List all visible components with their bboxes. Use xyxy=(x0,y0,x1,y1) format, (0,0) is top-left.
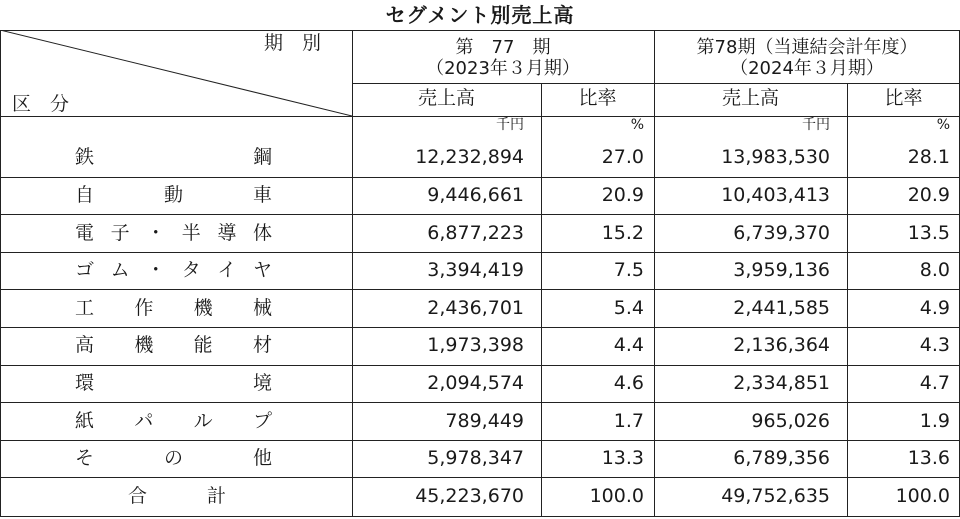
period-77-subtitle: （2023年３月期） xyxy=(426,58,580,79)
segment-name-char: ヤ xyxy=(252,259,272,282)
segment-name-char: 導 xyxy=(217,221,237,244)
ratio-77-value: 4.4 xyxy=(613,334,644,357)
ratio-77-value: 27.0 xyxy=(601,146,644,169)
sales-78-value: 2,441,585 xyxy=(733,296,830,319)
segment-name-char: 自 xyxy=(75,183,95,206)
segment-name-char: 機 xyxy=(193,296,213,319)
period-77-title: 第 77 期 xyxy=(455,37,551,58)
unit-ratio-78: % xyxy=(936,117,950,133)
segment-name xyxy=(75,221,272,244)
segment-name-char: プ xyxy=(252,409,272,432)
sales-77-value: 6,877,223 xyxy=(427,221,524,244)
ratio-78-value: 28.1 xyxy=(907,146,950,169)
row-divider xyxy=(352,83,960,84)
ratio-header-77: 比率 xyxy=(578,87,617,109)
segment-name-char: 機 xyxy=(134,334,154,357)
segment-name-char: 半 xyxy=(181,221,201,244)
column-divider xyxy=(654,30,655,516)
sales-78-value: 49,752,635 xyxy=(721,484,830,507)
ratio-77-value: 5.4 xyxy=(613,296,644,319)
ratio-78-value: 4.9 xyxy=(919,296,950,319)
unit-sales-78: 千円 xyxy=(802,117,830,133)
ratio-78-value: 4.3 xyxy=(919,334,950,357)
sales-77-value: 9,446,661 xyxy=(427,183,524,206)
segment-name-char: タ xyxy=(181,259,201,282)
ratio-78-value: 1.9 xyxy=(919,409,950,432)
segment-name-char: ル xyxy=(193,409,213,432)
category-header-label: 区 分 xyxy=(12,93,70,115)
ratio-77-value: 13.3 xyxy=(601,447,644,470)
row-divider xyxy=(0,30,960,31)
ratio-78-value: 20.9 xyxy=(907,183,950,206)
segment-name xyxy=(75,261,272,280)
segment-name xyxy=(75,371,272,394)
row-divider xyxy=(0,477,960,478)
sales-78-value: 6,739,370 xyxy=(733,221,830,244)
period-77-header xyxy=(352,37,654,79)
segment-name-char: 体 xyxy=(252,221,272,244)
segment-name-char: イ xyxy=(217,259,237,282)
ratio-77-value: 4.6 xyxy=(613,371,644,394)
segment-name-char: 材 xyxy=(252,334,272,357)
sales-78-value: 2,136,364 xyxy=(733,334,830,357)
segment-name xyxy=(75,148,272,167)
segment-name-char: 紙 xyxy=(75,409,95,432)
ratio-77-value: 100.0 xyxy=(589,484,644,507)
segment-name xyxy=(75,296,272,319)
column-divider xyxy=(541,83,542,516)
sales-header-78: 売上高 xyxy=(721,87,779,109)
segment-name xyxy=(75,336,272,355)
unit-ratio-77: % xyxy=(630,117,644,133)
column-divider xyxy=(847,83,848,516)
period-header-label: 期 別 xyxy=(264,32,322,54)
row-divider xyxy=(0,252,960,253)
row-divider xyxy=(0,116,960,117)
ratio-77-value: 20.9 xyxy=(601,183,644,206)
segment-name-char: ・ xyxy=(146,221,166,244)
unit-sales-77: 千円 xyxy=(496,117,524,133)
segment-name-char: 電 xyxy=(75,221,95,244)
column-divider xyxy=(352,30,353,516)
sales-header-77: 売上高 xyxy=(417,87,475,109)
segment-name-char: 計 xyxy=(206,484,226,507)
total-label xyxy=(128,484,226,507)
row-divider xyxy=(0,365,960,366)
row-divider xyxy=(0,214,960,215)
sales-77-value: 5,978,347 xyxy=(427,447,524,470)
ratio-header-78: 比率 xyxy=(884,87,923,109)
segment-name-char: ム xyxy=(110,259,130,282)
segment-name xyxy=(75,183,272,206)
row-divider xyxy=(0,177,960,178)
period-78-subtitle: （2024年３月期） xyxy=(730,58,884,79)
segment-name-char: 子 xyxy=(110,221,130,244)
period-78-title: 第78期（当連結会計年度） xyxy=(696,37,918,58)
sales-77-value: 2,094,574 xyxy=(427,371,524,394)
segment-name-char: 環 xyxy=(75,371,95,394)
ratio-78-value: 13.5 xyxy=(907,221,950,244)
sales-77-value: 2,436,701 xyxy=(427,296,524,319)
segment-name-char: の xyxy=(163,447,183,470)
segment-name-char: 車 xyxy=(252,183,272,206)
sales-77-value: 789,449 xyxy=(445,409,524,432)
segment-name-char: 高 xyxy=(75,334,95,357)
segment-name-char: そ xyxy=(75,447,95,470)
segment-name-char: 械 xyxy=(252,296,272,319)
row-divider xyxy=(0,516,960,517)
segment-name-char: ゴ xyxy=(75,259,95,282)
ratio-78-value: 13.6 xyxy=(907,447,950,470)
sales-77-value: 3,394,419 xyxy=(427,259,524,282)
period-78-header xyxy=(654,37,960,79)
segment-sales-table xyxy=(0,30,960,517)
row-divider xyxy=(0,289,960,290)
segment-name-char: 動 xyxy=(163,183,183,206)
segment-name-char: 鉄 xyxy=(75,146,95,169)
sales-78-value: 965,026 xyxy=(751,409,830,432)
column-divider xyxy=(0,30,1,517)
segment-name-char: ・ xyxy=(146,259,166,282)
sales-77-value: 1,973,398 xyxy=(427,334,524,357)
row-divider xyxy=(0,402,960,403)
segment-name-char: 鋼 xyxy=(252,146,272,169)
segment-name-char: 合 xyxy=(128,484,148,507)
sales-77-value: 12,232,894 xyxy=(415,146,524,169)
row-divider xyxy=(0,440,960,441)
segment-name-char: パ xyxy=(134,409,154,432)
sales-78-value: 2,334,851 xyxy=(733,371,830,394)
sales-78-value: 10,403,413 xyxy=(721,183,830,206)
ratio-77-value: 1.7 xyxy=(613,409,644,432)
segment-name-char: 作 xyxy=(134,296,154,319)
sales-78-value: 3,959,136 xyxy=(733,259,830,282)
segment-name xyxy=(75,449,272,468)
ratio-78-value: 8.0 xyxy=(919,259,950,282)
sales-78-value: 6,789,356 xyxy=(733,447,830,470)
ratio-78-value: 4.7 xyxy=(919,371,950,394)
segment-name-char: 工 xyxy=(75,296,95,319)
row-divider xyxy=(0,327,960,328)
sales-78-value: 13,983,530 xyxy=(721,146,830,169)
segment-name-char: 他 xyxy=(252,447,272,470)
sales-77-value: 45,223,670 xyxy=(415,484,524,507)
ratio-77-value: 7.5 xyxy=(613,259,644,282)
ratio-77-value: 15.2 xyxy=(601,221,644,244)
page-title: セグメント別売上高 xyxy=(385,3,575,27)
ratio-78-value: 100.0 xyxy=(895,484,950,507)
segment-name-char: 境 xyxy=(252,371,272,394)
segment-name-char: 能 xyxy=(193,334,213,357)
segment-name xyxy=(75,409,272,432)
